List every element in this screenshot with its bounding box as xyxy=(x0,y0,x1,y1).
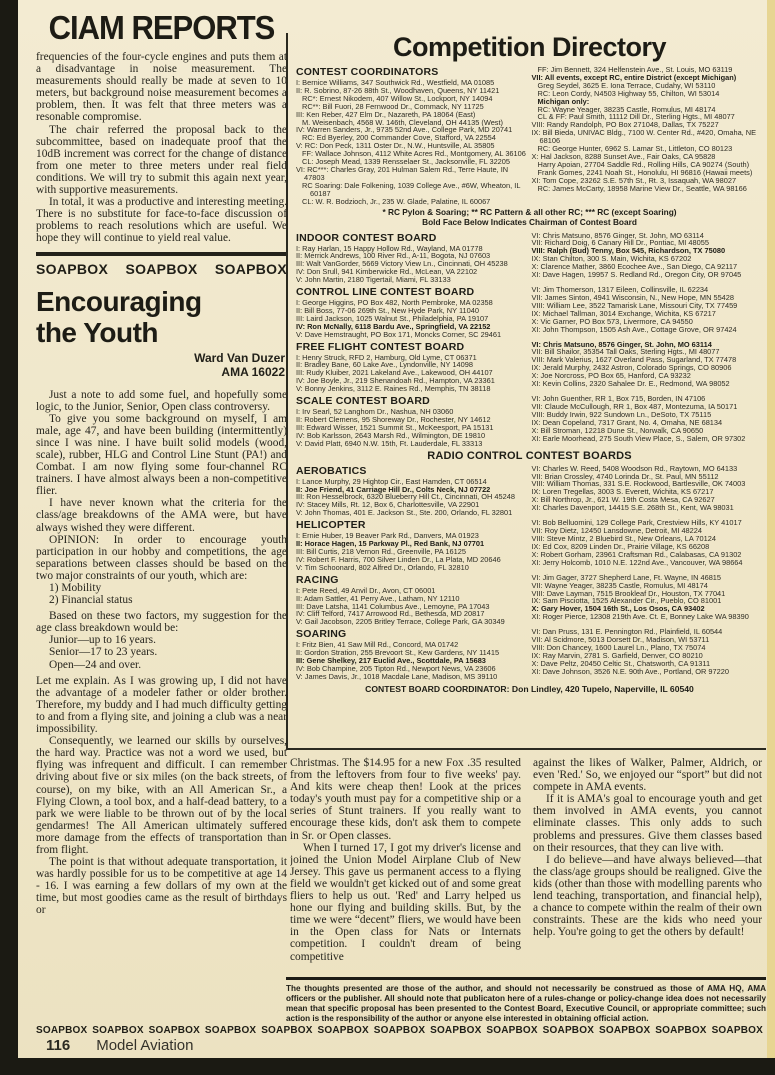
article-paragraph: against the likes of Walker, Palmer, Aldrich, or even 'Red.' So, we enjoyed our “sport” but did not compete in AMA events. xyxy=(533,757,762,794)
directory-entry: VIII: William Thomas, 331 S.E. Rockwood, Bartlesville, OK 74003 xyxy=(531,479,746,489)
directory-entry: CL: Joseph Mead, 1339 Rensselaer St., Jacksonville, FL 32205 xyxy=(302,157,511,167)
directory-entry: IX: Bill Bieda, UNIVAC Bldg., 7100 W. Center Rd., #420, Omaha, NE 68106 xyxy=(531,128,757,146)
directory-entry: II: Merrick Andrews, 100 River Rd., A-11, Bogota, NJ 07603 xyxy=(296,251,491,261)
article-paragraph: The chair referred the proposal back to the subcommittee, based on inadequate proof that the 10dB increment was correct for the change of distance from one meter to three meters under real field conditions. We will try to submit this again next year, with supportive measurements. xyxy=(36,123,287,197)
directory-entry: IV: Don Srull, 941 Kimberwicke Rd., McLean, VA 22102 xyxy=(296,267,478,277)
directory-entry: III: Walt VanGorder, 5669 Victory View Ln., Cincinnati, OH 45238 xyxy=(296,259,508,269)
article-paragraph: Just a note to add some fuel, and hopefully some logic, to the Junior, Senior, Open class controversy. xyxy=(36,388,287,413)
directory-entry: X: Bill Stroman, 12218 Dune St., Norwalk, CA 90650 xyxy=(531,425,704,435)
directory-entry: V: John Martin, 2180 Tigertail, Miami, FL 33133 xyxy=(296,275,451,285)
directory-entry: X: Hal Jackson, 8288 Sunset Ave., Fair Oaks, CA 95828 xyxy=(531,151,716,161)
directory-entry: IV: Bob Champine, 205 Tipton Rd., Newport News, VA 23606 xyxy=(296,663,496,673)
directory-section-heading: INDOOR CONTEST BOARD xyxy=(296,231,437,244)
directory-section-heading: SCALE CONTEST BOARD xyxy=(296,395,430,408)
directory-list xyxy=(296,478,528,518)
directory-entry: VIII: Ralph (Bud) Tenny, Box 545, Richardson, TX 75080 xyxy=(531,246,726,256)
directory-entry: III: Rudy Kluiber, 2021 Lakeland Ave., Lakewood, OH 44107 xyxy=(296,368,493,378)
magazine-name: Model Aviation xyxy=(96,1037,194,1054)
directory-entry: I: Pete Reed, 49 Anvil Dr., Avon, CT 06001 xyxy=(296,585,436,595)
competition-directory xyxy=(286,33,766,750)
byline-name: Ward Van Duzer xyxy=(194,350,285,365)
directory-list xyxy=(532,66,764,193)
directory-entry: CL & FF: Paul Smith, 11112 Dill Dr., Sterling Hgts., MI 48077 xyxy=(537,112,735,122)
soapbox-footer-banner xyxy=(36,1025,763,1036)
directory-entry: X: Bill Northrop, Jr., 621 W. 19th Costa Mesa, CA 92627 xyxy=(531,495,715,505)
directory-entry: II: Horace Hagen, 15 Parkway Pl., Red Bank, NJ 07701 xyxy=(296,539,485,549)
directory-entry: X: Vic Garner, PO Box 573, Livermore, CA 94550 xyxy=(531,316,693,326)
directory-entry: IX: Dean Copeland, 7317 Grant, No. 4, Omaha, NE 68134 xyxy=(531,417,723,427)
directory-entry: RC Soaring: Dale Folkening, 1039 College Ave., #6W, Wheaton, IL 60187 xyxy=(302,180,521,198)
directory-section-heading: CONTEST COORDINATORS xyxy=(296,66,439,78)
directory-section-helicopter xyxy=(296,519,763,572)
directory-list xyxy=(532,574,764,621)
directory-entry: FF: Jim Bennett, 324 Helfenstein Ave., St. Louis, MO 63119 xyxy=(537,65,733,74)
directory-entry: XI: Dave Hagen, 19957 S. Redland Rd., Oregon City, OR 97045 xyxy=(531,270,742,280)
article-paragraph: Senior—17 to 23 years. xyxy=(49,646,158,659)
directory-section-indoor xyxy=(296,232,763,285)
directory-entry: IV: Warren Sanders, Jr., 9735 52nd Ave., College Park, MD 20741 xyxy=(296,125,513,135)
directory-entry: III: Ken Reber, 427 Elm Dr., Nazareth, PA 18064 (East) xyxy=(296,109,476,119)
directory-section-heading: CONTROL LINE CONTEST BOARD xyxy=(296,286,475,299)
directory-entry: VII: Claude McCullough, RR 1, Box 487, Montezuma, IA 50171 xyxy=(531,402,738,411)
directory-entry: V: John Thomas, 401 E. Jackson St., Ste. 200, Orlando, FL 32801 xyxy=(296,508,513,518)
directory-entry: Michigan only: xyxy=(537,96,590,106)
article-paragraph: Based on these two factors, my suggestion for the age class breakdown would be: xyxy=(36,610,287,635)
directory-section-scale xyxy=(296,395,763,448)
directory-entry: RC: Ed Byerley, 200 Commander Cove, Stafford, VA 22554 xyxy=(302,133,496,143)
directory-entry: XI: Jerry Holcomb, 1010 N.E. 122nd Ave., Vancouver, WA 98664 xyxy=(531,557,743,567)
article-paragraph: OPINION: In order to encourage youth participation in our hobby and competitions, the age separations between classes should be based on the two major constraints of our youth, which are: xyxy=(36,533,287,582)
directory-entry: II: R. Sobrino, 87-26 88th St., Woodhaven, Queens, NY 11421 xyxy=(296,85,500,95)
directory-entry: XI: Roger Pierce, 12308 219th Ave. Ct. E, Bonney Lake WA 98390 xyxy=(531,612,749,622)
directory-section-coordinators xyxy=(296,66,763,206)
directory-list xyxy=(532,341,764,388)
article-paragraph: frequencies of the four-cycle engines and puts them at a disadvantage in noise measurement. The measurements should really be made at seven to 10 meters, but background noise measurement becomes a problem, then. It was felt that three meters was a resonable compromise. xyxy=(36,51,287,124)
directory-entry: VI: John Guenther, RR 1, Box 715, Borden, IN 47106 xyxy=(531,394,706,404)
article-paragraph: The point is that without adequate transportation, it was hardly possible for us to be competitive at age 14 - 16. I was earning a few dollars of my own at the time, but most goodies came as the result of birthdays or xyxy=(36,856,287,917)
ciam-reports-title: CIAM REPORTS xyxy=(48,10,275,47)
directory-entry: V: Dave Hemstraught, PO Box 171, Moncks Corner, SC 29461 xyxy=(296,329,502,339)
directory-list xyxy=(296,299,528,339)
article-paragraph: To give you some background on myself, I am male, age 47, and have been building (intermittently) since I was nine. I have built solid models (wood, scale), rubber, HLG and Control Line Stunt (PA!) and Combat. I am now flying some four-channel RC trainers. I have almost always been a non-competitive flier. xyxy=(36,412,287,498)
directory-section-heading: FREE FLIGHT CONTEST BOARD xyxy=(296,340,465,353)
directory-entry: VIII: Don Chancey, 1600 Laurel Ln., Plano, TX 75074 xyxy=(531,643,706,653)
directory-entry: I: Ernie Huber, 19 Beaver Park Rd., Danvers, MA 01923 xyxy=(296,531,479,541)
soapbox-banner-word: SOAPBOX xyxy=(125,260,198,277)
directory-list xyxy=(532,286,764,333)
directory-entry: IX: Stan Chilton, 300 S. Main, Wichita, KS 67202 xyxy=(531,254,692,264)
soapbox-footer-word: SOAPBOX xyxy=(486,1025,538,1036)
title-line-2: the Youth xyxy=(36,316,159,348)
soapbox-footer-word: SOAPBOX xyxy=(92,1025,144,1036)
directory-title: Competition Directory xyxy=(392,32,667,62)
soapbox-footer-word: SOAPBOX xyxy=(36,1025,88,1036)
directory-entry: VI: Chris Matsuno, 8576 Ginger, St. John, MO 63114 xyxy=(531,230,704,240)
directory-entry: XI: Dave Johnson, 3526 N.E. 90th Ave., Portland, OR 97220 xyxy=(531,666,729,676)
directory-entry: VIII: William Lee, 3522 Tamarisk Lane, Missouri City, TX 77459 xyxy=(531,300,738,310)
directory-entry: I: Lance Murphy, 29 Hightop Cir., East Hamden, CT 06514 xyxy=(296,476,487,486)
directory-entry: IV: Robert F. Harris, 700 Silver Linden Dr., La Plata, MD 20646 xyxy=(296,554,501,564)
directory-entry: VI: Jim Gager, 3727 Shepherd Lane, Ft. Wayne, IN 46815 xyxy=(531,572,722,582)
article-paragraph: 2) Financial status xyxy=(49,594,133,607)
directory-entry: V: Tim Schoonard, 802 Alfred Dr., Orlando, FL 32810 xyxy=(296,562,469,572)
directory-list xyxy=(296,245,528,285)
directory-entry: I: Bernice Williams, 347 Southwick Rd., Westfield, MA 01085 xyxy=(296,78,495,87)
directory-entry: IX: Jerald Murphy, 2432 Astron, Colorado Springs, CO 80906 xyxy=(531,363,732,373)
bottom-black-bar xyxy=(0,1058,775,1075)
directory-entry: II: Bill Boss, 77-06 269th St., New Hyde Park, NY 11040 xyxy=(296,305,479,315)
directory-entry: I: George Higgins, PO Box 482, North Pembroke, MA 02358 xyxy=(296,298,493,308)
directory-list xyxy=(532,465,764,512)
directory-entry: X: Dave Peltz, 20450 Celtic St., Chatsworth, CA 91311 xyxy=(531,658,711,668)
directory-entry: VI: Dan Pruss, 131 E. Pennington Rd., Plainfield, IL 60544 xyxy=(531,627,723,637)
directory-entry: I: Fritz Bien, 41 Saw Mill Rd., Concord, MA 01742 xyxy=(296,640,459,650)
directory-list xyxy=(532,519,764,566)
directory-section-control-line xyxy=(296,286,763,339)
soapbox-footer-word: SOAPBOX xyxy=(317,1025,369,1036)
directory-entry: IX: Ed Cox, 8209 Linden Dr., Prairie Village, KS 66208 xyxy=(531,541,710,551)
directory-entry: CL: W. R. Bodzioch, Jr., 235 W. Glade, Palatine, IL 60067 xyxy=(302,196,491,206)
directory-entry: Harry Apoian, 27704 Saddle Rd., Rolling Hills, CA 90274 (South) xyxy=(537,159,750,169)
directory-entry: M. Weisenbach, 4568 W. 146th, Cleveland, OH 44135 (West) xyxy=(302,117,504,127)
directory-entry: II: Robert Clemens, 95 Shoreway Dr., Rochester, NY 14612 xyxy=(296,415,491,424)
directory-entry: IX: Michael Tallman, 3014 Exchange, Wichita, KS 67217 xyxy=(531,308,716,318)
article-paragraph: Let me explain. As I was growing up, I did not have the advantage of a modeler father or older brother. Therefore, my buddy and I had much difficulty getting to and from a flying site, and joining a club was a near impossibility. xyxy=(36,674,287,736)
directory-entry: VIII: Mark Valerius, 1627 Overland Pass, Sugarland, TX 77478 xyxy=(531,355,737,365)
directory-entry: VII: Brian Crossley, 4740 Lorinda Dr., St. Paul, MN 55112 xyxy=(531,471,719,481)
article-paragraph: When I turned 17, I got my driver's license and joined the Union Model Airplane Club of New Jersey. This gave us permanent access to a flying field we wouldn't get kicked out of and some great fliers to help us out. 'Red' and Larry helped us hone our flying and building skills. But, by the time we were “decent” fliers, we would have been in the Open class for Nats or Internats competition. I couldn't dream of being competitive xyxy=(290,841,521,963)
directory-entry: I: Irv Searl, 52 Langhom Dr., Nashua, NH 03060 xyxy=(296,407,454,417)
directory-entry: III: Ron Hesselbrock, 6320 Blueberry Hill Ct., Cincinnati, OH 45248 xyxy=(296,492,515,502)
directory-entry: RC: George Hunter, 6962 S. Lamar St., Littleton, CO 80123 xyxy=(537,144,733,154)
directory-entry: III: Bill Curtis, 218 Vernon Rd., Greenville, PA 16125 xyxy=(296,546,466,556)
directory-section-heading: HELICOPTER xyxy=(296,519,366,532)
byline xyxy=(36,351,285,380)
directory-list xyxy=(296,354,528,394)
directory-entry: VI: Charles W. Reed, 5408 Woodson Rd., Raytown, MO 64133 xyxy=(531,463,738,473)
ciam-article-body xyxy=(36,51,287,245)
directory-section-aerobatics xyxy=(296,465,763,518)
title-line-1: Encouraging xyxy=(36,285,202,317)
directory-entry: II: Adam Sattler, 41 Perry Ave., Latham, NY 12110 xyxy=(296,593,460,603)
directory-section-soaring xyxy=(296,628,763,681)
directory-entry: XI: Tom Cope, 23262 S.E. 57th St., Rt. 3, Issaquah, WA 98027 xyxy=(531,175,737,185)
directory-section-heading: SOARING xyxy=(296,628,347,641)
soapbox-footer-word: SOAPBOX xyxy=(655,1025,707,1036)
continuation-column-2 xyxy=(533,757,762,938)
directory-entry: IV: Stacey Mills, Rt. 12, Box 6, Charlottesville, VA 22901 xyxy=(296,500,480,510)
directory-entry: V: Gail Jacobson, 2205 Britley Terrace, College Park, GA 30349 xyxy=(296,617,505,627)
directory-entry: IX: Sam Pisciotta, 1525 Alexander Cir., Pueblo, CO 81001 xyxy=(531,596,722,606)
soapbox-footer-word: SOAPBOX xyxy=(598,1025,651,1036)
directory-entry: X: Robert Gorham, 23961 Craftsman Rd., Calabasas, CA 91302 xyxy=(531,549,742,559)
article-paragraph: I have never known what the criteria for the class/age breakdowns of the AMA were, but have always wished they were different. xyxy=(36,497,287,534)
bold-face-note: Bold Face Below Indicates Chairman of Contest Board xyxy=(422,217,637,227)
directory-entry: VII: Al Scidmore, 5013 Dorsett Dr., Madison, WI 53711 xyxy=(531,635,710,645)
editorial-disclaimer: The thoughts presented are those of the author, and should not necessarily be construed as those of AMA HQ, AMA officers or the publisher. All should note that publicaton here of a rules-change or policy-change idea does not necessarily mean that specific proposal has been presented to the Contest Board, Executive Council, or appropriate committee; such action is the responsibility of the author or anyone else interested in obtaining official action. xyxy=(286,977,766,1024)
directory-entry: III: Gene Shelkey, 217 Euclid Ave., Scottdale, PA 15683 xyxy=(296,656,486,666)
article-paragraph: Consequently, we learned our skills by ourselves, the hard way. Practice was not a word we used, but flying was infrequent and difficult. I can remember driving about five or six miles (on the back streets, of course), on my bike, with an All American Sr., a Flying Clown, a tool box, and a half-dead battery, to a park we were liable to be thrown out of by the local gendarmes! The All American ultimately suffered more damage from the effects of transportation than from flight. xyxy=(36,735,287,856)
directory-entry: V: David Platt, 6940 N.W. 15th, Ft. Lauderdale, FL 33313 xyxy=(296,438,483,448)
directory-entry: XI: Charles Davenport, 14415 S.E. 268th St., Kent, WA 98031 xyxy=(531,503,734,513)
directory-entry: IX: Ray Marvin, 2781 S. Garfield, Denver, CO 80210 xyxy=(531,650,703,660)
directory-list xyxy=(296,587,528,627)
soapbox-footer-word: SOAPBOX xyxy=(542,1025,595,1036)
soapbox-footer-word: SOAPBOX xyxy=(373,1025,426,1036)
directory-entry: VII: Bill Shailor, 35354 Tall Oaks, Sterling Hgts., MI 48077 xyxy=(531,347,720,357)
directory-entry: Greg Seydel, 3625 E. Iona Terrace, Cudahy, WI 53110 xyxy=(537,80,716,90)
directory-entry: I: Henry Struck, RFD 2, Hamburg, Old Lyme, CT 06371 xyxy=(296,352,477,362)
right-page-edge xyxy=(767,0,775,1058)
directory-entry: VI: Chris Matsuno, 8576 Ginger, St. John, MO 63114 xyxy=(531,339,712,349)
directory-section-heading: RACING xyxy=(296,573,339,586)
directory-list xyxy=(296,532,528,572)
directory-section-free-flight xyxy=(296,341,763,394)
directory-entry: II: Joe Friend, 41 Carriage Hill Dr., Colts Neck, NJ 07722 xyxy=(296,484,491,494)
directory-entry: VIII: Steve Mintz, 2 Bluebird St., New Orleans, LA 70124 xyxy=(531,533,716,543)
contest-board-coordinator-line: CONTEST BOARD COORDINATOR: Don Lindley, 420 Tupelo, Naperville, IL 60540 xyxy=(365,683,694,694)
directory-entry: VII: Wayne Yeager, 38235 Castle, Romulus, MI 48174 xyxy=(531,580,708,590)
section-divider-rule xyxy=(36,252,287,256)
directory-entry: V: James Davis, Jr., 1018 Macdale Lane, Madison, MS 39110 xyxy=(296,671,498,681)
directory-entry: RC**: Bill Fuori, 28 Fernwood Dr., Commack, NY 11725 xyxy=(302,101,484,111)
article-paragraph: Christmas. The $14.95 for a new Fox .35 resulted from the leftovers from four to five weeks' pay. And kits were cheap then! Look at the prices today's youth must pay for a competitive ship or a series of Stunt trainers. If you really want to encourage these kids, don't ask them to compete in Sr. or Open classes. xyxy=(290,757,521,842)
directory-list xyxy=(532,232,764,279)
article-paragraph: If it is AMA's goal to encourage youth and get them involved in AMA events, you cannot eliminate classes. This only adds to such problems and pressures. Give them classes based on their resources, that they can live with. xyxy=(533,793,762,854)
directory-entry: FF: Wallace Johnson, 4112 White Acres Rd., Montgomery, AL 36106 xyxy=(302,149,526,159)
article-paragraph: I do believe—and have always believed—that the class/age groups should be realigned. Give the kids (other than those with modelling parents who lend teaching, transportation, and financial help), a chance to compete within the realm of their own constraints. These are the kids who need your help. You're going to get the others by default! xyxy=(533,853,762,939)
directory-entry: XI: Earle Moorhead, 275 South View Place, S., Salem, OR 97302 xyxy=(531,433,746,443)
page-number: 116 xyxy=(46,1037,71,1054)
article-paragraph: Junior—up to 16 years. xyxy=(49,634,156,647)
directory-entry: II: Gordon Stration, 255 Brevoort St., Kew Gardens, NY 11415 xyxy=(296,648,500,658)
article-paragraph: Open—24 and over. xyxy=(49,658,142,671)
directory-entry: XI: John Thompson, 1505 Ash Ave., Cottage Grove, OR 97424 xyxy=(531,324,737,334)
directory-entry: VIII: Dave Layman, 7515 Brookleaf Dr., Houston, TX 77041 xyxy=(531,588,726,598)
directory-entry: VI: Bob Belluomini, 129 College Park, Crestview Hills, KY 41017 xyxy=(531,518,742,528)
directory-list xyxy=(532,628,764,675)
directory-list xyxy=(532,395,764,442)
directory-entry: II: Bradley Bane, 60 Lake Ave., Lyndonville, NY 14098 xyxy=(296,360,473,370)
directory-entry: IV: Ron McNally, 6118 Bardu Ave., Springfield, VA 22152 xyxy=(296,321,491,331)
directory-entry: VII: James Sinton, 4941 Wisconsin, N., New Hope, MN 55428 xyxy=(531,292,735,302)
directory-entry: X: Gary Hover, 1504 16th St., Los Osos, CA 93402 xyxy=(531,604,705,614)
directory-entry: I: Ray Harlan, 15 Happy Hollow Rd., Wayland, MA 01778 xyxy=(296,243,483,253)
directory-entry: X: Joe Norcross, PO Box 65, Hanford, CA 93232 xyxy=(531,371,691,381)
directory-entry: VII: Roy Dietz, 12450 Lansdowne, Detroit, MI 48224 xyxy=(531,526,702,536)
directory-entry: V: RC: Don Peck, 1311 Oster Dr., N.W., Huntsville, AL 35805 xyxy=(296,141,495,151)
directory-entry: IX: Loren Tregellas, 3003 S. Everett, Wichita, KS 67217 xyxy=(531,487,714,497)
left-column xyxy=(36,10,287,1012)
directory-entry: XI: Kevin Collins, 2320 Sahalee Dr. E., Redmond, WA 98052 xyxy=(531,379,730,389)
directory-entry: RC*: Ernest Nikodem, 407 Willow St., Lockport, NY 14094 xyxy=(302,93,493,103)
directory-entry: RC: Wayne Yeager, 38235 Castle, Romulus, MI 48174 xyxy=(537,104,716,114)
directory-entry: VIII: Randy Randolph, PO Box 271048, Dallas, TX 75227 xyxy=(531,120,719,130)
byline-ama-number: AMA 16022 xyxy=(221,365,285,379)
directory-entry: VII: Richard Doig, 6 Canary Hill Dr., Pontiac, MI 48055 xyxy=(531,238,709,248)
directory-entry: VI: Jim Thomerson, 1317 Eileen, Collinsville, IL 62234 xyxy=(531,285,709,295)
directory-list xyxy=(296,408,528,448)
rc-boards-heading: RADIO CONTROL CONTEST BOARDS xyxy=(427,449,632,462)
soapbox-footer-word: SOAPBOX xyxy=(711,1025,763,1036)
directory-entry: X: Clarence Mather, 3860 Ecochee Ave., San Diego, CA 92117 xyxy=(531,262,738,272)
soapbox-banner-word: SOAPBOX xyxy=(36,260,109,277)
article-paragraph: In total, it was a productive and interesting meeting. There is no substitute for face-to-face discussion of problems to reach resolutions which are useful. We hope they will continue to yield real value. xyxy=(36,196,287,245)
soapbox-footer-word: SOAPBOX xyxy=(148,1025,201,1036)
directory-entry: IV: Cliff Telford, 7417 Arrowood Rd., Bethesda, MD 20817 xyxy=(296,609,485,619)
directory-entry: III: Laird Jackson, 1025 Walnut St., Philadelphia, PA 19107 xyxy=(296,313,489,323)
soapbox-article-title xyxy=(36,286,287,348)
directory-entry: Frank Gomes, 2241 Noah St., Honolulu, HI 96816 (Hawaii meets) xyxy=(537,167,753,177)
directory-section-heading: AEROBATICS xyxy=(296,464,367,477)
article-paragraph: 1) Mobility xyxy=(49,582,102,594)
soapbox-article-body xyxy=(36,389,287,917)
soapbox-footer-word: SOAPBOX xyxy=(204,1025,257,1036)
soapbox-banner-word: SOAPBOX xyxy=(214,260,287,277)
directory-entry: V: Bonny Jenkins, 3112 E. Raines Rd., Memphis, TN 38118 xyxy=(296,384,491,394)
directory-entry: VI: RC***: Charles Gray, 201 Hulman Salem Rd., Terre Haute, IN 47803 xyxy=(296,164,509,182)
directory-entry: III: Edward Wisser, 1521 Summit St., McKeesport, PA 15131 xyxy=(296,422,494,432)
footnote-symbols: * RC Pylon & Soaring; ** RC Pattern & all other RC; *** RC (except Soaring) xyxy=(382,206,677,217)
soapbox-footer-word: SOAPBOX xyxy=(430,1025,482,1036)
directory-list xyxy=(296,79,528,206)
soapbox-banner xyxy=(36,261,287,277)
directory-entry: RC: James McCarty, 18958 Marine View Dr., Seattle, WA 98166 xyxy=(537,183,747,193)
directory-entry: III: Dave Latsha, 1141 Columbus Ave., Lemoyne, PA 17043 xyxy=(296,601,490,611)
directory-list xyxy=(296,641,528,681)
directory-entry: VIII: Buddy Irwin, 922 Sundown Ln., DeSoto, TX 75115 xyxy=(531,409,712,419)
directory-entry: VII: All events, except RC, entire District (except Michigan) xyxy=(531,72,737,82)
continuation-column-1 xyxy=(290,757,521,963)
left-black-bar xyxy=(0,0,18,1060)
soapbox-footer-word: SOAPBOX xyxy=(261,1025,313,1036)
page-footer xyxy=(46,1037,194,1054)
directory-entry: RC: Leon Cordy, N4503 Highway 55, Chilton, WI 53014 xyxy=(537,88,720,98)
directory-entry: IV: Joe Boyle, Jr., 219 Shenandoah Rd., Hampton, VA 23361 xyxy=(296,376,495,386)
directory-section-racing xyxy=(296,574,763,627)
directory-entry: IV: Bob Karlsson, 2643 Marsh Rd., Wilmington, DE 19810 xyxy=(296,430,486,440)
